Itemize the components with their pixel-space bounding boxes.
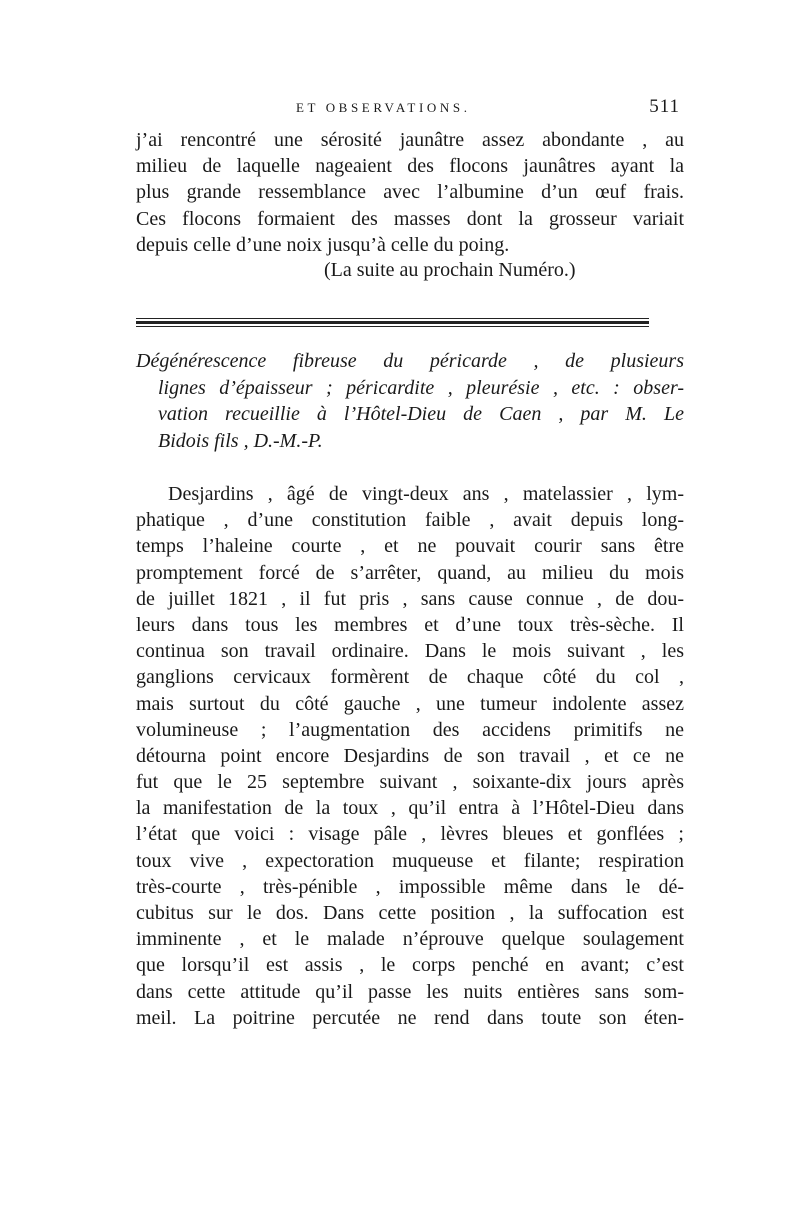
paragraph-case-report <box>136 481 684 1031</box>
divider-rule <box>136 326 649 327</box>
text-line: détourna point encore Desjardins de son travail , et ce ne <box>136 744 684 767</box>
text-line: volumineuse ; l’augmentation des accidens primitifs ne <box>136 718 684 741</box>
paragraph-continued <box>136 127 684 258</box>
text-line: leurs dans tous les membres et d’une toux très-sèche. Il <box>136 613 684 636</box>
title-line: Bidois fils , D.-M.-P. <box>158 429 323 452</box>
text-line: toux vive , expectoration muqueuse et filante; respiration <box>136 849 684 872</box>
text-line: Desjardins , âgé de vingt-deux ans , matelassier , lym- <box>168 483 684 505</box>
text-line: mais surtout du côté gauche , une tumeur indolente assez <box>136 692 684 715</box>
text-line: promptement forcé de s’arrêter, quand, au milieu du mois <box>136 561 684 584</box>
divider-rule <box>136 318 649 319</box>
text-line: milieu de laquelle nageaient des flocons jaunâtres ayant la <box>136 155 684 178</box>
text-line: ganglions cervicaux formèrent de chaque côté du col , <box>136 666 684 689</box>
text-line: très-courte , très-pénible , impossible même dans le dé- <box>136 875 684 898</box>
text-line: j’ai rencontré une sérosité jaunâtre assez abondante , au <box>136 129 684 151</box>
text-line: cubitus sur le dos. Dans cette position , la suffocation est <box>136 902 684 924</box>
text-line: la manifestation de la toux , qu’il entra à l’Hôtel-Dieu dans <box>136 797 684 820</box>
text-line: plus grande ressemblance avec l’albumine d’un œuf frais. <box>136 181 684 204</box>
page-header <box>136 96 684 126</box>
running-head: ET OBSERVATIONS. <box>296 100 471 115</box>
text-line: Ces flocons formaient des masses dont la grosseur variait <box>136 207 684 230</box>
text-line: continua son travail ordinaire. Dans le mois suivant , les <box>136 640 684 663</box>
text-line: phatique , d’une constitution faible , avait depuis long- <box>136 509 684 532</box>
section-divider <box>136 318 649 328</box>
text-line: que lorsqu’il est assis , le corps penché en avant; c’est <box>136 954 684 977</box>
title-line: Dégénérescence fibreuse du péricarde , de plusieurs <box>136 350 684 372</box>
continued-note: (La suite au prochain Numéro.) <box>324 259 576 281</box>
title-line: lignes d’épaisseur ; péricardite , pleurésie , etc. : obser- <box>158 376 684 399</box>
text-line: depuis celle d’une noix jusqu’à celle du poing. <box>136 233 510 256</box>
text-line: temps l’haleine courte , et ne pouvait courir sans être <box>136 535 684 558</box>
divider-rule <box>136 321 649 324</box>
text-line: dans cette attitude qu’il passe les nuits entières sans som- <box>136 980 684 1003</box>
text-line: meil. La poitrine percutée ne rend dans toute son éten- <box>136 1006 684 1029</box>
title-line: vation recueillie à l’Hôtel-Dieu de Caen , par M. Le <box>158 403 684 425</box>
text-line: fut que le 25 septembre suivant , soixante-dix jours après <box>136 771 684 794</box>
article-title <box>136 348 684 454</box>
text-line: de juillet 1821 , il fut pris , sans cause connue , de dou- <box>136 587 684 610</box>
text-line: l’état que voici : visage pâle , lèvres bleues et gonflées ; <box>136 823 684 846</box>
text-line: imminente , et le malade n’éprouve quelque soulagement <box>136 928 684 951</box>
page-number: 511 <box>649 96 680 117</box>
